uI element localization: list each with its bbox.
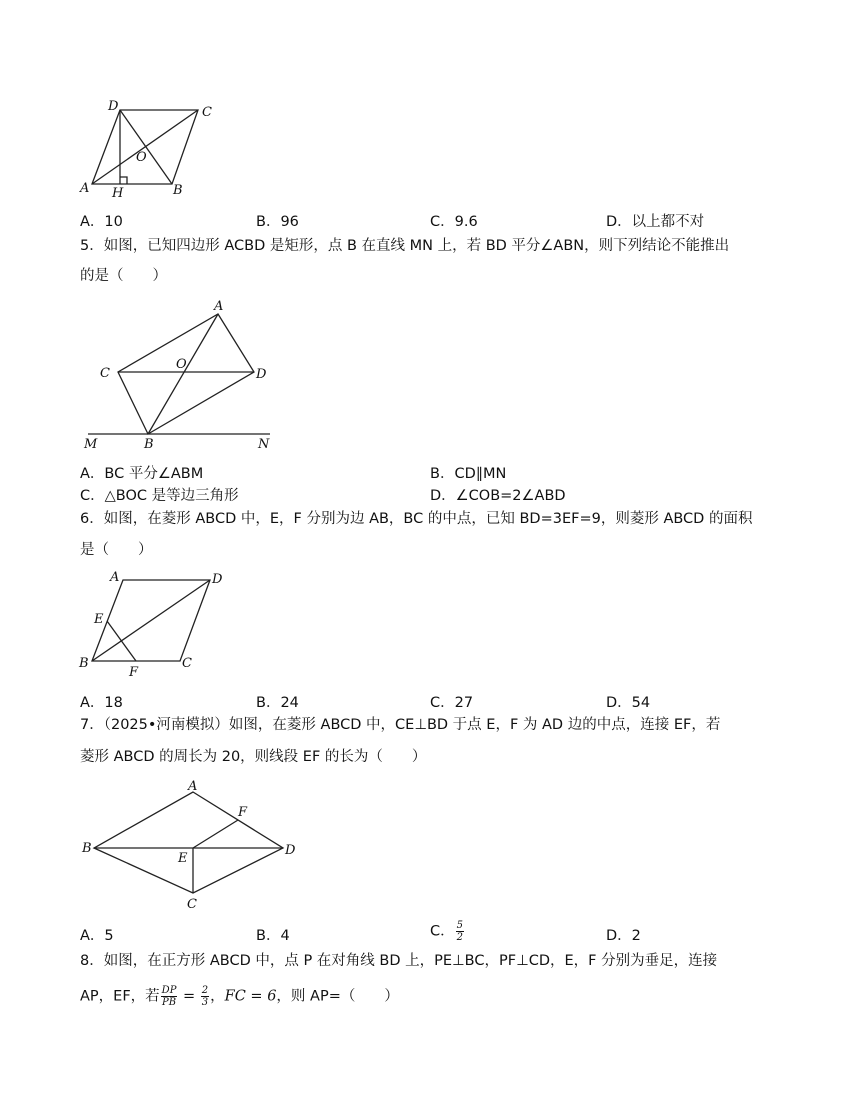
q7-option-c-prefix: C． xyxy=(430,923,455,940)
rhombus-abcd xyxy=(94,792,283,893)
q6-stem-line2: 是（ ） xyxy=(80,542,153,558)
q8-ratio-fraction: $\frac{DP}{PB}$ xyxy=(161,985,177,1008)
label-c: C xyxy=(187,897,197,912)
label-f: F xyxy=(129,665,139,680)
rectangle-acbd xyxy=(118,314,254,434)
label-o: O xyxy=(176,357,187,372)
q4-option-c[interactable]: C．9.6 xyxy=(430,214,478,230)
q5-option-b[interactable]: B．CD∥MN xyxy=(430,466,507,482)
q6-option-c[interactable]: C．27 xyxy=(430,695,474,711)
q7-stem-line2: 菱形 ABCD 的周长为 20，则线段 EF 的长为（ ） xyxy=(80,749,427,765)
q4-option-a[interactable]: A．10 xyxy=(80,214,123,230)
label-e: E xyxy=(178,851,188,866)
q4-option-b[interactable]: B．96 xyxy=(256,214,299,230)
segment-ef xyxy=(107,621,136,661)
label-a: A xyxy=(110,570,120,585)
diagonal-ab xyxy=(148,314,218,434)
q8-stem-line2 xyxy=(80,985,399,1008)
diagonal-ac xyxy=(92,110,198,184)
q8-stem-line1: 8．如图，在正方形 ABCD 中，点 P 在对角线 BD 上，PE⊥BC，PF⊥CD，E，F 分别为垂足，连接 xyxy=(80,953,718,969)
q8-text-d: ，则 AP=（ ） xyxy=(276,988,399,1005)
q6-figure xyxy=(78,568,238,684)
q7-option-d[interactable]: D．2 xyxy=(606,928,641,944)
q8-equals: = xyxy=(178,988,200,1005)
q5-option-d[interactable]: D．∠COB=2∠ABD xyxy=(430,488,566,504)
q5-stem-line1: 5．如图，已知四边形 ACBD 是矩形，点 B 在直线 MN 上，若 BD 平分∠ABN，则下列结论不能推出 xyxy=(80,238,730,254)
q5-option-a[interactable]: A．BC 平分∠ABM xyxy=(80,466,204,482)
q7-option-b[interactable]: B．4 xyxy=(256,928,290,944)
q6-stem-line1: 6．如图，在菱形 ABCD 中，E，F 分别为边 AB，BC 的中点，已知 BD=3EF=9，则菱形 ABCD 的面积 xyxy=(80,511,753,527)
label-a: A xyxy=(214,299,224,314)
q4-figure xyxy=(78,98,218,202)
q6-option-d[interactable]: D．54 xyxy=(606,695,651,711)
label-a: A xyxy=(80,181,90,196)
label-h: H xyxy=(112,186,124,201)
q6-option-a[interactable]: A．18 xyxy=(80,695,123,711)
q5-figure xyxy=(78,296,288,452)
label-f: F xyxy=(238,805,248,820)
q7-option-c[interactable] xyxy=(430,920,465,943)
label-c: C xyxy=(182,656,192,671)
q7-option-c-fraction: $\frac{5}{2}$ xyxy=(456,920,463,943)
q8-text-a: AP，EF，若 xyxy=(80,988,160,1005)
q7-option-a[interactable]: A．5 xyxy=(80,928,114,944)
diagonal-bd xyxy=(92,580,210,661)
label-c: C xyxy=(100,366,110,381)
label-n: N xyxy=(258,437,270,452)
q8-text-c: ， xyxy=(210,988,225,1005)
label-d: D xyxy=(212,572,223,587)
q7-stem-line1: 7．（2025•河南模拟）如图，在菱形 ABCD 中，CE⊥BD 于点 E，F 为 AD 边的中点，连接 EF，若 xyxy=(80,717,721,733)
label-b: B xyxy=(144,437,154,452)
q6-option-b[interactable]: B．24 xyxy=(256,695,299,711)
diagonal-bd xyxy=(120,110,172,184)
label-d: D xyxy=(285,843,296,858)
q5-option-c[interactable]: C．△BOC 是等边三角形 xyxy=(80,488,239,504)
label-b: B xyxy=(82,841,92,856)
label-m: M xyxy=(84,437,98,452)
label-e: E xyxy=(94,612,104,627)
label-c: C xyxy=(202,105,212,120)
q8-fc-value: FC = 6 xyxy=(224,988,277,1005)
label-o: O xyxy=(136,150,147,165)
q7-figure xyxy=(78,778,308,912)
segment-ef xyxy=(193,820,238,848)
label-d: D xyxy=(256,367,267,382)
label-b: B xyxy=(79,656,89,671)
label-d: D xyxy=(108,99,119,114)
q5-stem-line2: 的是（ ） xyxy=(80,268,167,284)
q4-option-d[interactable]: D．以上都不对 xyxy=(606,214,705,230)
label-a: A xyxy=(188,779,198,794)
q8-value-fraction: $\frac{2}{3}$ xyxy=(201,985,209,1008)
label-b: B xyxy=(173,183,183,198)
right-angle-mark xyxy=(120,177,127,184)
